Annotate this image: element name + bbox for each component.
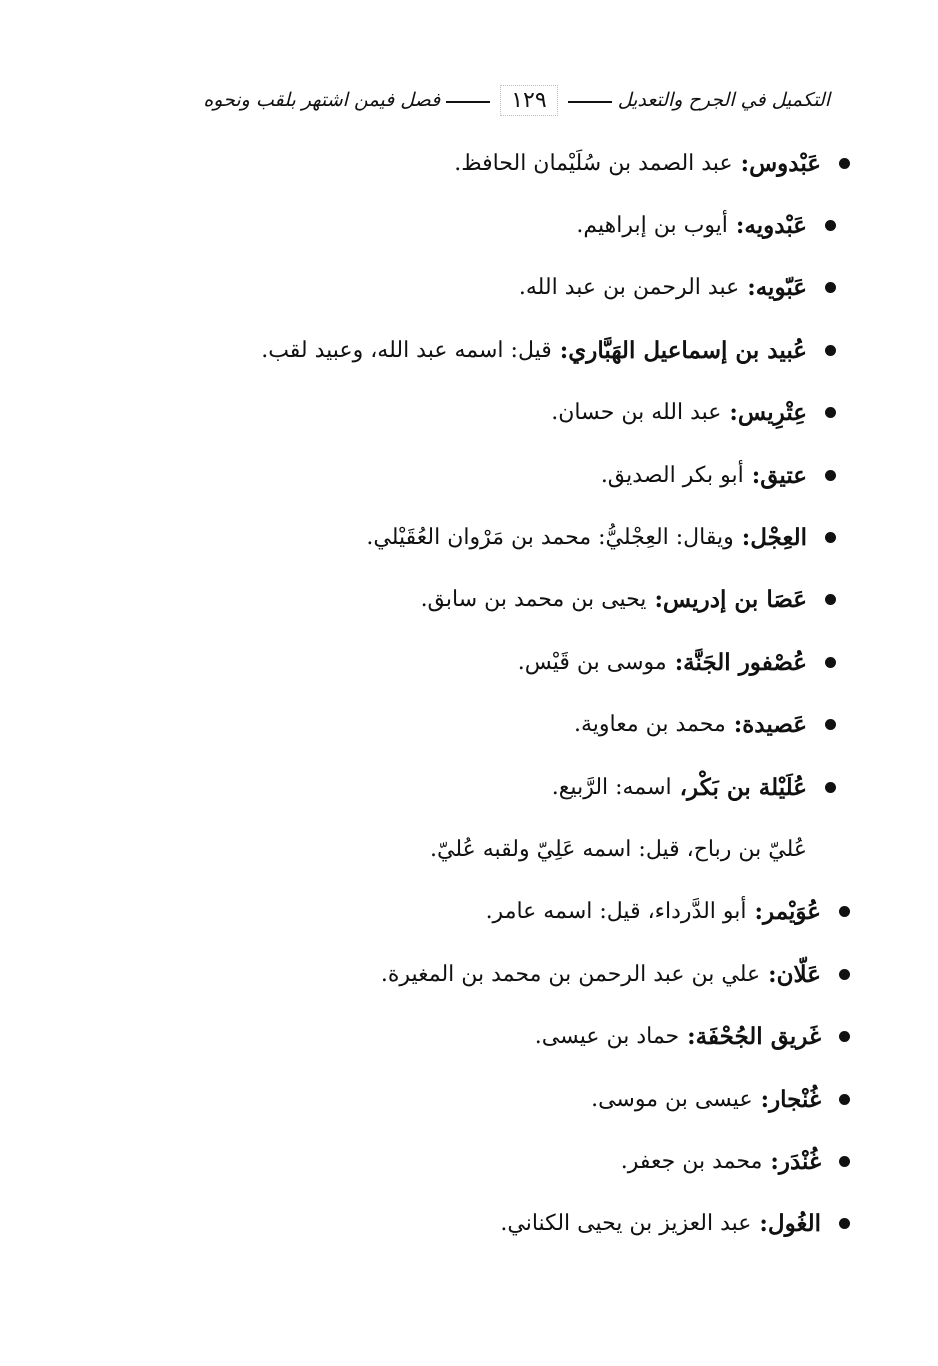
entry-name: عَبّويه:	[747, 274, 807, 302]
list-item	[250, 943, 850, 1005]
list-item	[250, 881, 850, 943]
entry-text: قيل: اسمه عبد الله، وعبيد لقب.	[261, 337, 552, 363]
entry-text: عيسى بن موسى.	[591, 1086, 753, 1112]
entry-text: حماد بن عيسى.	[534, 1024, 680, 1050]
book-title: التكميل في الجرح والتعديل	[617, 89, 830, 111]
entry-name: عَلّان:	[768, 960, 821, 988]
bullet-icon	[825, 532, 836, 543]
list-item	[250, 569, 850, 631]
bullet-icon	[839, 1218, 850, 1229]
entry-text: ويقال: العِجْليُّ: محمد بن مَرْوان العُقَيْلي.	[366, 525, 734, 551]
bullet-icon	[825, 782, 836, 793]
entry-text: أبو بكر الصديق.	[600, 462, 744, 488]
bullet-icon	[825, 407, 836, 418]
bullet-icon	[825, 657, 836, 668]
running-header	[200, 78, 830, 122]
entry-text: عبد العزيز بن يحيى الكناني.	[500, 1211, 752, 1237]
list-item	[250, 194, 850, 256]
list-item	[250, 756, 850, 818]
bullet-icon	[839, 906, 850, 917]
bullet-icon	[825, 220, 836, 231]
entry-text: علي بن عبد الرحمن بن محمد بن المغيرة.	[380, 961, 761, 987]
entry-name: عَصيدة:	[733, 711, 807, 739]
entry-text: أيوب بن إبراهيم.	[576, 213, 728, 239]
list-item	[250, 506, 850, 568]
list-item	[250, 319, 850, 381]
entry-name: عتيق:	[751, 461, 807, 489]
entry-name: عُبيد بن إسماعيل الهَبَّاري:	[559, 336, 807, 364]
entry-name: غُنْجار:	[760, 1085, 821, 1113]
entry-text: موسى بن قَيْس.	[517, 649, 667, 675]
list-item	[250, 694, 850, 756]
bullet-icon	[839, 1094, 850, 1105]
entry-list	[250, 132, 850, 1255]
bullet-icon	[839, 158, 850, 169]
entry-text: عبد الصمد بن سُلَيْمان الحافظ.	[454, 150, 733, 176]
entry-text: أبو الدَّرداء، قيل: اسمه عامر.	[485, 899, 747, 925]
list-item	[250, 382, 850, 444]
entry-name: عُصْفور الجَنَّة:	[674, 648, 807, 676]
entry-name: عَصَا بن إدريس:	[654, 586, 807, 614]
entry-name: العِجْل:	[741, 524, 807, 552]
bullet-icon	[839, 969, 850, 980]
entry-name: غُنْدَر:	[770, 1147, 821, 1175]
section-title: فصل فيمن اشتهر بلقب ونحوه	[203, 89, 441, 111]
header-dash-left	[446, 101, 490, 103]
bullet-icon	[839, 1031, 850, 1042]
list-item	[250, 1068, 850, 1130]
entry-name: غَريق الجُحْفَة:	[687, 1023, 821, 1051]
list-item	[250, 132, 850, 194]
entry-text: محمد بن معاوية.	[574, 712, 726, 738]
entry-text: عُليّ بن رباح، قيل: اسمه عَلِيّ ولقبه عُليّ.	[430, 836, 807, 862]
entry-name: عُوَيْمر:	[754, 898, 821, 926]
list-item	[250, 444, 850, 506]
entry-name: عُلَيْلة بن بَكْر،	[679, 773, 807, 801]
list-item	[250, 1130, 850, 1192]
entry-text: اسمه: الرَّبيع.	[551, 774, 672, 800]
list-item	[250, 631, 850, 693]
list-item	[250, 257, 850, 319]
entry-name: عِتْرِيس:	[729, 399, 807, 427]
entry-text: يحيى بن محمد بن سابق.	[420, 587, 647, 613]
bullet-icon	[825, 719, 836, 730]
bullet-icon	[839, 1156, 850, 1167]
bullet-icon	[825, 470, 836, 481]
entry-text: محمد بن جعفر.	[620, 1148, 763, 1174]
entry-name: عَبْدويه:	[735, 212, 807, 240]
list-item	[250, 1005, 850, 1067]
entry-name: عَبْدوس:	[740, 149, 821, 177]
header-dash-right	[568, 101, 612, 103]
entry-text: عبد الرحمن بن عبد الله.	[518, 275, 740, 301]
bullet-icon	[825, 594, 836, 605]
page-number: ١٢٩	[500, 85, 557, 116]
list-item	[250, 818, 850, 880]
entry-name: الغُول:	[759, 1210, 821, 1238]
entry-text: عبد الله بن حسان.	[551, 400, 722, 426]
list-item	[250, 1193, 850, 1255]
bullet-icon	[825, 282, 836, 293]
bullet-icon	[825, 345, 836, 356]
